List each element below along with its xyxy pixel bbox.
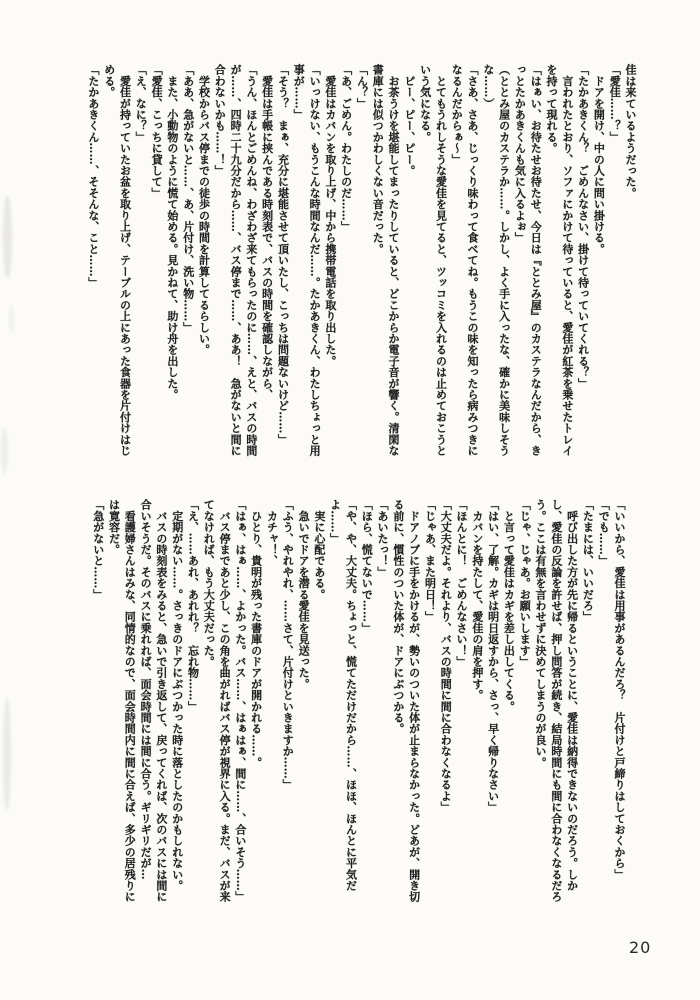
text-line: 「ん？」 bbox=[355, 64, 369, 109]
page-number: 20 bbox=[629, 938, 652, 957]
text-line: 「さあ、さあ、じっくり味わって食べてね。もうこの味を知ったら病みつきになるんだからぁ〜」 bbox=[450, 64, 480, 456]
text-line: 佳は来ているようだった。 bbox=[624, 64, 637, 199]
text-line: 「あ、ごめん。わたしのだ……」 bbox=[339, 64, 353, 232]
text-line: と言って愛佳はカギを差し出してくる。 bbox=[502, 499, 516, 712]
text-line: 「あいたっ！」 bbox=[376, 499, 390, 578]
text-line: 「ほら、慌てないで……」 bbox=[360, 499, 374, 634]
text-line: 「じゃあ、また明日！」 bbox=[423, 499, 437, 623]
text-line: 「ほんとに！ ごめんなさい！」 bbox=[455, 499, 469, 667]
text-line: 「ふう、やれやれ、……さて、片付けといきますか……」 bbox=[281, 499, 295, 791]
text-line: バスの時刻表をみると、急いで引き返して、戻ってくれば、次のバスには間に合いそうだ。そのバスに乗れれば、面会時間には間に合う。ギリギリだが… bbox=[139, 499, 168, 903]
text-line: ドアを開け、中の人に問い掛ける。 bbox=[592, 64, 606, 255]
text-line: 「たまには、いいだろ」 bbox=[581, 499, 595, 623]
text-line: 「え、なに？」 bbox=[134, 64, 148, 143]
text-line: 「愛佳……？」 bbox=[608, 64, 622, 143]
text-line: 言われたとおり、ソファにかけて待っていると、愛佳が紅茶を乗せたトレイを持って現れる。 bbox=[545, 64, 574, 456]
text-line: 「はぁい、お待たせお待たせ、今日は『ととみ屋』のカステラなんだから、きっとたかあきくんも気に入るよぉ」 bbox=[513, 64, 543, 456]
text-line: 定期がない……。さっきのドアにぶつかった時に落としたのかもしれない。 bbox=[170, 499, 184, 891]
text-line: 「でも……」 bbox=[597, 499, 611, 567]
text-line: 「愛佳、こっちに貸して」 bbox=[150, 64, 164, 199]
text-line: 「たかあきくん？ ごめんなさい、掛けて待っていてくれる？」 bbox=[576, 64, 590, 389]
text-line: 愛佳は手帳に挟んである時刻表で、バスの時間を確認しながら、 bbox=[260, 64, 274, 400]
text-line: 「じゃ、じゃあ。お願いします」 bbox=[518, 499, 532, 667]
text-line: 「え、……あれ、あれれ？ 忘れ物……」 bbox=[186, 499, 200, 712]
text-line: 「や、や、大丈夫。ちょっと、慌てただけだから……、ほほ、ほんとに平気だよ……」 bbox=[328, 499, 358, 891]
text-line: 「うん、ほんとごめんね、わざわざ来てもらったのに……、えと、バスの時間が……、四時二十九分だから……、バス停まで……、ああ！ 急がないと間に合わないかも……！」 bbox=[213, 64, 258, 456]
text-line: 「ああ、急がないと……、あ、片付け、洗い物……」 bbox=[181, 64, 195, 333]
text-line: 「いいから、愛佳は用事があるんだろ？ 片付けと戸締りはしておくから」 bbox=[613, 499, 626, 880]
scan-artifact bbox=[3, 196, 12, 278]
text-line: 「はい、了解。カギは明日返すから、さっ、早く帰りなさい」 bbox=[486, 499, 500, 813]
text-block-top bbox=[85, 64, 638, 457]
text-line: お茶うけを堪能してまったりしていると、どこからか電子音が響く。清閑な書庫には似つかわしくない音だった。 bbox=[371, 64, 401, 456]
text-line: ドアノブに手をかけるが、勢いのついた体が止まらなかった。どあが、開き切る前に、慣性のついた体が、ドアにぶつかる。 bbox=[391, 499, 421, 903]
text-line: 看護婦さんはみな、同情的なので、面会時間内に間に合えば、多少の居残りには寛容だ。 bbox=[107, 499, 137, 903]
text-line: カチャ！、 bbox=[265, 499, 279, 567]
text-line: 実に心配である。 bbox=[312, 499, 326, 600]
text-line: また、小動物のように慌て始める。見かねて、助け舟を出した。 bbox=[165, 64, 179, 400]
scan-artifact bbox=[3, 698, 11, 810]
text-line: 「いっけない、もうこんな時間なんだ……。たかあきくん、わたしちょっと用事が……」 bbox=[292, 64, 322, 456]
text-line: 「急がないと……」 bbox=[91, 499, 105, 600]
scan-artifact bbox=[9, 305, 14, 333]
text-line: 呼び出した方が先に帰るということに、愛佳は納得できないのだろう。しかし、愛佳の反論を許せば、押し問答が続き、結局時間にも間に合わなくなるだろう。ここは有無を言わせずに決めてしまうのが良い。 bbox=[534, 499, 579, 903]
text-line: 「はぁ、はぁ……、よかった。バス……、はぁはぁ、間に……、合いそう……」 bbox=[233, 499, 247, 903]
text-line: 「たかあきくん……、そそんな、こと……」 bbox=[86, 64, 100, 288]
text-line: カバンを持たして、愛佳の肩を押す。 bbox=[470, 499, 484, 701]
text-line: バス停まであと少し、この角を曲がればバス停が視界に入る。まだ、バスが来てなければ、もう大丈夫だった。 bbox=[202, 499, 232, 903]
text-line: ピー、ピー、ピー。 bbox=[402, 64, 416, 176]
scan-artifact bbox=[1, 428, 8, 474]
text-line: 愛佳はカバンを取り上げ、中から携帯電話を取り出した。 bbox=[323, 64, 337, 367]
text-line: 急いでドアを潜る愛佳を見送った。 bbox=[297, 499, 311, 690]
text-line: （ととみ屋のカステラか……。しかし、よく手に入ったな、確かに美味しそうな……） bbox=[481, 64, 511, 456]
text-line: とてもうれしそうな愛佳を見てると、ツッコミを入れるのは止めておこうという気になる。 bbox=[418, 64, 448, 456]
text-block-bottom bbox=[90, 499, 627, 903]
text-line: ひとり、貴明が残った書庫のドアが開かれる……。 bbox=[249, 499, 263, 768]
text-line: 愛佳が持っていたお盆を取り上げ、テーブルの上にあった食器を片付けはじめる。 bbox=[102, 64, 132, 456]
text-line: 「そう？ まぁ、充分に堪能させて頂いたし、こっちは問題ないけど……」 bbox=[276, 64, 290, 445]
text-line: 「大丈夫だよ。それより、バスの時間に間に合わなくなるよ」 bbox=[439, 499, 453, 813]
text-line: 学校からバス停までの徒歩の時間を計算してるらしい。 bbox=[197, 64, 211, 356]
